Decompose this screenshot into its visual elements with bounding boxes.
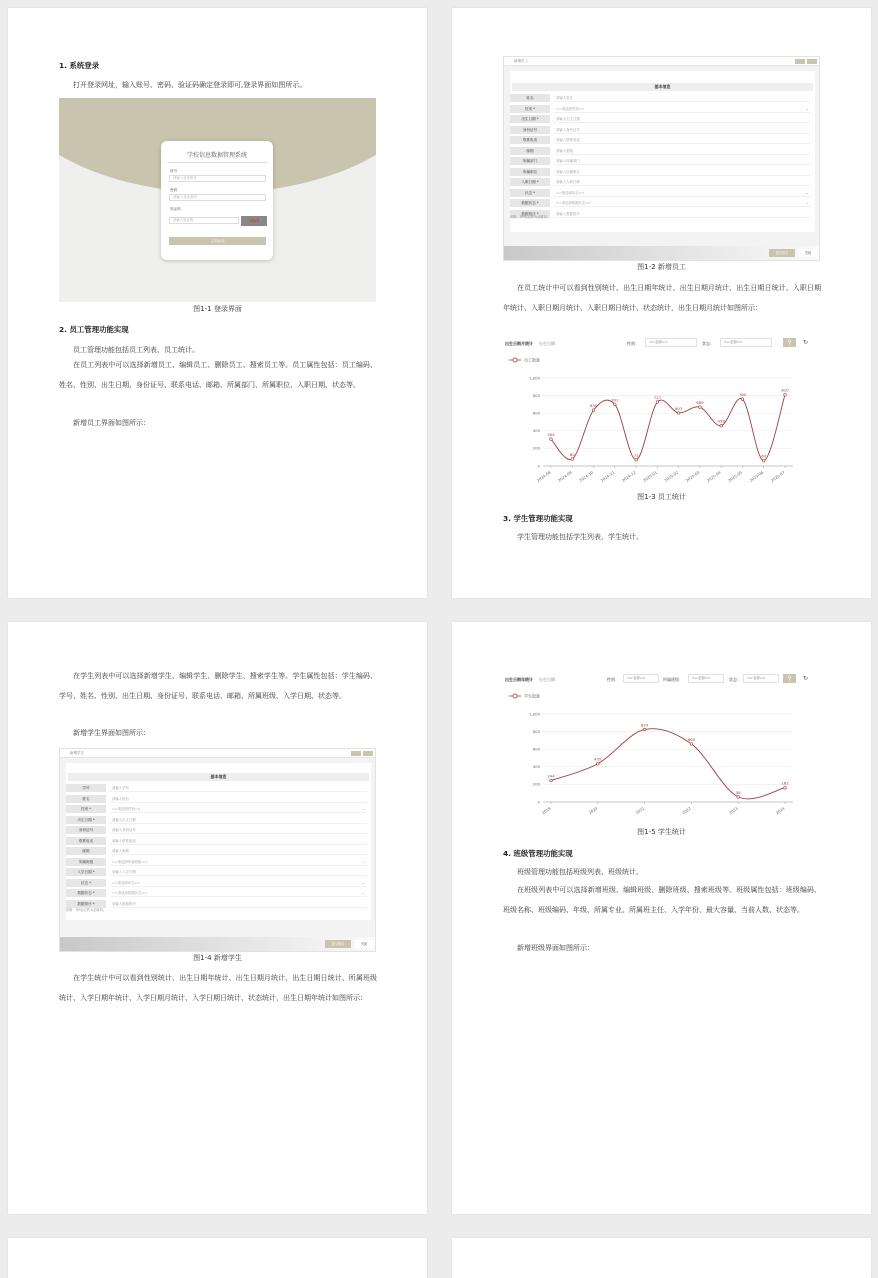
field-input[interactable]: 请输入姓名 [110,795,367,803]
data-point [784,786,787,789]
data-point [741,398,744,401]
data-point [656,401,659,404]
field-label: 性别 * [510,105,550,113]
filter-gender-label: 性别： [607,677,619,682]
field-label: 身份证号 [66,826,106,834]
paragraph: 新增员工界面如图所示： [73,419,150,427]
required-hint: 说明：用*标记的为必填项。 [510,215,550,219]
field-input[interactable]: 请输入所属部门 [554,157,811,165]
data-label: 80 [569,451,575,457]
x-tick-label: 2019 [540,805,552,816]
filter-gender-select[interactable]: ==全部== [645,338,697,347]
data-point [720,424,723,427]
field-label: 状态 * [66,879,106,887]
filter-class-select[interactable]: ==全部== [688,674,724,683]
data-label: 71 [633,452,639,458]
chevron-down-icon: ⌄ [361,879,365,885]
field-label: 邮箱 [66,847,106,855]
form-row [510,135,815,145]
x-tick-label: 2024-10 [578,469,595,483]
x-tick-label: 2023 [727,805,739,816]
x-tick-label: 2025-05 [727,469,744,483]
chevron-down-icon: ⌄ [361,890,365,895]
search-icon[interactable]: ⚲ [783,338,796,347]
field-input[interactable]: 请输入入职日期 [554,178,811,186]
y-tick-label: 800 [532,728,540,734]
data-point [762,459,765,462]
x-tick-label: 2024-08 [535,469,552,483]
field-input[interactable]: 请输入身份证号 [554,126,811,134]
required-hint: 说明：用*标记的为必填项。 [66,908,106,912]
field-label: 数据状态 * [66,889,106,897]
field-select[interactable]: ==请选择性别== [554,105,811,113]
login-button[interactable]: 立即登录 [169,237,266,245]
x-tick-label: 2024 [774,805,786,816]
field-select[interactable]: ==请选择状态== [554,189,811,197]
y-tick-label: 600 [532,410,540,416]
field-label: 数据排序 * [510,210,550,218]
chevron-down-icon: ⌄ [805,200,809,205]
field-input[interactable]: 请输入所属职位 [554,168,811,176]
x-tick-label: 2025-07 [769,469,786,483]
field-label: 所属职位 [510,168,550,176]
field-input[interactable]: 请输入联系电话 [554,136,811,144]
section-title: 基本信息 [512,83,813,91]
data-point [592,409,595,412]
data-point [597,762,600,765]
field-input[interactable]: 请输入邮箱 [110,847,367,855]
save-button[interactable]: 提交保存 [769,249,795,257]
paragraph: 打开登录网址，输入账号、密码、验证码确定登录即可,登录界面如图所示。 [73,81,307,89]
legend-marker [513,694,517,698]
figure-caption: 图1-5 学生统计 [637,828,686,836]
login-screenshot [59,98,376,302]
form-row [66,825,371,835]
paragraph: 员工管理功能包括员工列表、员工统计。 [73,346,199,354]
close-button[interactable]: 关闭 [799,249,817,257]
close-button[interactable]: 关闭 [355,940,373,948]
legend-label: 学生数量 [524,693,540,699]
form-row [66,899,371,909]
document-page-3 [8,622,427,1214]
field-label: 数据排序 * [66,900,106,908]
field-input[interactable]: 请输入身份证号 [110,826,367,834]
data-label: 58 [735,789,741,795]
paragraph: 在员工列表中可以选择新增员工、编辑员工、删除员工、搜索员工等。员工属性包括：员工编码、姓名、性别、出生日期、身份证号、联系电话、邮箱、所属部门、所属职位、入职日期、状态等。 [59,361,377,389]
series-line [551,729,785,799]
paragraph: 学生管理功能包括学生列表、学生统计。 [517,533,643,541]
form-row [66,878,371,888]
form-row [510,188,815,198]
data-point [550,438,553,441]
form-row [510,156,815,166]
field-input[interactable]: 请输入姓名 [554,94,811,102]
field-label: 身份证号 [510,126,550,134]
x-tick-label: 2024-11 [599,469,616,483]
x-tick-label: 2020 [587,805,599,816]
field-label: 姓名 [510,94,550,102]
data-label: 305 [547,432,555,438]
form-row [66,888,371,898]
field-select[interactable]: ==请选择数据状态== [110,889,367,897]
data-point [550,779,553,782]
search-icon[interactable]: ⚲ [783,674,796,683]
chart-title: 出生日期年统计 [505,677,533,682]
field-input[interactable]: 请输入数据排序 [554,210,811,218]
chevron-down-icon: ⌄ [805,105,809,111]
data-label: 603 [675,405,683,411]
field-label: 入职日期 * [510,178,550,186]
field-input[interactable]: 请输入入学日期 [110,868,367,876]
student-chart-panel [503,674,820,824]
section-title: 基本信息 [68,773,369,781]
add-employee-screenshot [503,56,820,261]
field-label: 邮箱 [510,147,550,155]
form-row [66,857,371,867]
breadcrumb: 新增员工 [504,57,819,66]
data-point [690,743,693,746]
x-tick-label: 2025-04 [705,469,722,483]
data-point [784,393,787,396]
field-label: 出生日期 * [510,115,550,123]
field-label: 数据状态 * [510,199,550,207]
field-select[interactable]: ==请选择所属班级== [110,858,367,866]
field-label: 联系电话 [66,837,106,845]
y-tick-label: 800 [532,392,540,398]
chevron-down-icon: ⌄ [805,189,809,195]
field-label: 所属班级 [66,858,106,866]
data-point [571,458,574,461]
x-tick-label: 2021 [634,805,646,816]
data-label: 162 [781,780,789,786]
field-input[interactable]: 请输入出生日期 [110,816,367,824]
paragraph: 班级管理功能包括班级列表、班级统计。 [517,868,643,876]
form-row [510,114,815,124]
password-label: 密码 [170,188,178,192]
employee-chart-panel [503,338,820,488]
document-page-4 [452,622,871,1214]
data-label: 727 [653,395,661,401]
data-label: 701 [611,397,619,403]
paragraph: 在班级列表中可以选择新增班级、编辑班级、删除班级、搜索班级等。班级属性包括：班级编码、班级名称、班级编码、年级、所属专业、所属班主任、入学年份、最大容量、当前人数、状态等。 [503,886,821,914]
paragraph: 在学生列表中可以选择新增学生、编辑学生、删除学生、搜索学生等。学生属性包括：学生编码、学号、姓名、性别、出生日期、身份证号、联系电话、邮箱、所属班级、入学日期、状态等。 [59,672,377,700]
data-label: 458 [717,418,725,424]
field-input[interactable]: 请输入出生日期 [554,115,811,123]
y-tick-label: 200 [532,781,540,787]
data-label: 760 [738,392,747,398]
data-label: 244 [547,773,555,779]
document-page-5 [8,1238,427,1278]
filter-status-label: 状态： [702,341,714,346]
form-row [66,804,371,814]
paragraph: 新增班级界面如图所示： [517,944,594,952]
figure-caption: 图1-4 新增学生 [193,954,242,962]
field-label: 出生日期 * [66,816,106,824]
field-label: 学号 [66,784,106,792]
data-label: 60 [761,453,767,459]
document-page-6 [452,1238,871,1278]
y-tick-label: 0 [537,463,540,469]
field-label: 姓名 [66,795,106,803]
x-tick-label: 2025-02 [663,469,680,483]
figure-caption: 图1-3 员工统计 [637,493,686,501]
heading-class: 4. 班级管理功能实现 [503,849,573,858]
x-tick-label: 2025-06 [748,469,765,483]
form-row [66,867,371,877]
legend-marker [513,358,517,362]
document-page-2 [452,8,871,598]
data-point [677,412,680,415]
paragraph: 在员工统计中可以看到性别统计、出生日期年统计、出生日期月统计、出生日期日统计、入职日期年统计、入职日期月统计、入职日期日统计、状态统计，出生日期月统计如图所示： [503,284,821,312]
data-point [635,458,638,461]
chevron-down-icon: ⌄ [361,806,365,811]
field-label: 性别 * [66,805,106,813]
chart-title: 出生日期月统计 [505,341,533,346]
y-tick-label: 200 [532,445,540,451]
form-row [510,93,815,103]
y-tick-label: 600 [532,746,540,752]
refresh-icon[interactable]: ↻ [802,339,809,346]
password-input[interactable]: 请输入登录密码 [169,194,266,201]
series-line [551,395,785,461]
captcha-label: 验证码 [170,207,181,211]
form-row [66,836,371,846]
field-label: 状态 * [510,189,550,197]
form-row [510,146,815,156]
login-title: 学校信息数据管理系统 [186,152,247,159]
chevron-down-icon: ⌄ [361,858,365,864]
breadcrumb: 新增学生 [60,749,375,758]
captcha-input[interactable]: 请输入验证码 [169,217,239,224]
field-select[interactable]: ==请选择数据状态== [554,199,811,207]
refresh-icon[interactable]: ↻ [802,675,809,682]
field-label: 所属部门 [510,157,550,165]
x-tick-label: 2025-03 [684,469,701,483]
y-tick-label: 1,000 [529,375,540,381]
employee-line-chart [503,338,820,488]
form-row [66,783,371,793]
legend-label: 员工数量 [524,357,540,363]
form-row [510,177,815,187]
save-button[interactable]: 提交保存 [325,940,351,948]
filter-status-label: 状态： [729,677,741,682]
data-label: 810 [781,387,789,393]
figure-caption: 图1-2 新增员工 [637,263,686,271]
y-tick-label: 1,000 [529,711,540,717]
y-tick-label: 0 [537,799,540,805]
data-point [699,406,702,409]
figure-caption: 图1-1 登录界面 [193,305,242,313]
form-row [66,846,371,856]
y-tick-label: 400 [532,428,540,434]
x-tick-label: 2024-09 [556,469,573,483]
data-label: 824 [640,722,649,728]
filter-label: 出生日期： [539,677,559,682]
field-input[interactable]: 请输入学号 [110,784,367,792]
paragraph: 新增学生界面如图所示： [73,729,150,737]
x-tick-label: 2024-12 [620,469,637,483]
filter-status-select[interactable]: ==全部== [743,674,779,683]
account-input[interactable]: 请输入登录账号 [169,175,266,182]
x-tick-label: 2022 [681,805,692,816]
form-row [66,794,371,804]
field-input[interactable]: 请输入邮箱 [554,147,811,155]
paragraph: 在学生统计中可以看到性别统计、出生日期年统计、出生日期月统计、出生日期日统计、所属班级统计、入学日期年统计、入学日期月统计、入学日期日统计、状态统计，出生日期年统计如图所示： [59,974,377,1002]
filter-gender-select[interactable]: ==全部== [623,674,659,683]
data-point [614,403,617,406]
filter-label: 出生日期： [539,341,559,346]
document-page-1 [8,8,427,598]
filter-gender-label: 性别： [627,341,639,346]
data-label: 660 [687,736,696,742]
data-point [737,796,740,799]
add-student-screenshot [59,748,376,952]
data-label: 669 [696,400,704,406]
field-label: 入学日期 * [66,868,106,876]
field-select[interactable]: ==请选择状态== [110,879,367,887]
x-tick-label: 2025-01 [642,469,658,483]
form-row [510,167,815,177]
form-row [510,209,815,219]
login-card [161,141,273,260]
form-row [66,815,371,825]
field-input[interactable]: 请输入数据排序 [110,900,367,908]
field-label: 联系电话 [510,136,550,144]
field-input[interactable]: 请输入联系电话 [110,837,367,845]
filter-status-select[interactable]: ==全部== [720,338,772,347]
data-label: 435 [594,756,602,762]
form-row [510,104,815,114]
data-point [643,728,646,731]
heading-student: 3. 学生管理功能实现 [503,514,573,523]
filter-class-label: 所属班级： [663,677,683,682]
heading-employee: 2. 员工管理功能实现 [59,325,129,334]
student-line-chart [503,674,820,824]
form-row [510,198,815,208]
captcha-image[interactable]: x8y8 [241,216,267,226]
data-label: 635 [589,403,598,409]
account-label: 账号 [170,169,178,173]
field-select[interactable]: ==请选择性别== [110,805,367,813]
heading-system-login: 1. 系统登录 [59,61,100,70]
form-row [510,125,815,135]
y-tick-label: 400 [532,764,540,770]
